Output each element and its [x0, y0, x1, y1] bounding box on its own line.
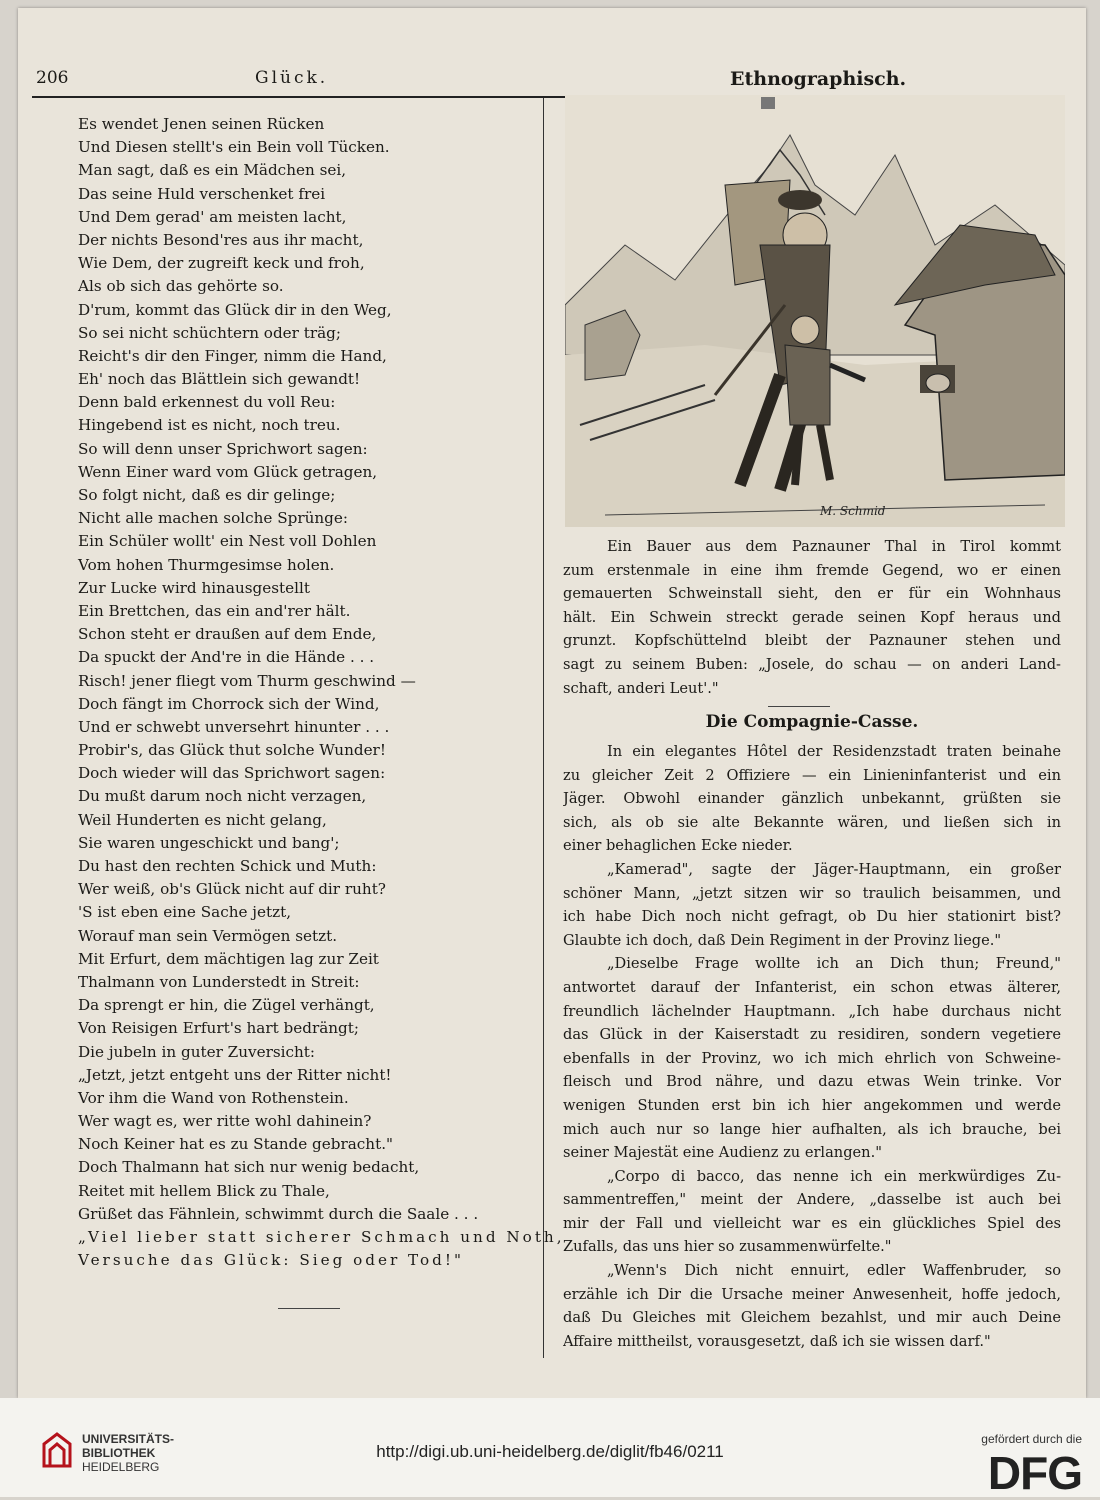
poem-end-rule [278, 1308, 340, 1309]
poem-line: Es wendet Jenen seinen Rücken [78, 115, 325, 133]
poem-line: Eh' noch das Blättlein sich gewandt! [78, 370, 361, 389]
poem-line: Mit Erfurt, dem mächtigen lag zur Zeit [78, 949, 379, 968]
poem-line: 'S ist eben eine Sache jetzt, [78, 903, 292, 922]
text-line: „Wenn's Dich nicht ennuirt, edler Waffenbruder, so [607, 1262, 1061, 1280]
right-section-title: Ethnographisch. [730, 68, 907, 90]
poem-glueck [78, 113, 565, 1272]
illustration-signature: M. Schmid [820, 504, 886, 518]
text-line: Ein Bauer aus dem Paznauner Thal in Tirol kommt [607, 538, 1061, 555]
poem-line: Risch! jener fliegt vom Thurm geschwind — [78, 671, 416, 690]
text-line: „Dieselbe Frage wollte ich an Dich thun; Freund," [607, 955, 1061, 973]
poem-line: Denn bald erkennest du voll Reu: [78, 393, 336, 412]
text-line: grunzt. Kopfschüttelnd bleibt der Paznauner stehen und [563, 632, 1061, 650]
poem-line: Als ob sich das gehörte so. [78, 277, 284, 296]
text-line: mir der Fall und vielleicht war es ein glückliches Spiel des [563, 1214, 1061, 1232]
sponsor-label: gefördert durch die [981, 1432, 1082, 1446]
poem-line: So will denn unser Sprichwort sagen: [78, 439, 368, 458]
text-line: „Corpo di bacco, das nenne ich ein merkwürdiges Zu- [607, 1167, 1061, 1185]
poem-line: Der nichts Besond'res aus ihr macht, [78, 230, 364, 249]
poem-line: Reitet mit hellem Blick zu Thale, [78, 1181, 330, 1200]
poem-line: Wenn Einer ward vom Glück getragen, [78, 462, 378, 481]
poem-line: Ein Schüler wollt' ein Nest voll Dohlen [78, 532, 377, 551]
text-line: ebenfalls in der Provinz, wo ich mich ehrlich von Schweine- [563, 1049, 1061, 1067]
poem-line: Vor ihm die Wand von Rothenstein. [78, 1088, 349, 1107]
text-line: freundlich lächelnder Hauptmann. „Ich habe durchaus nicht [563, 1002, 1061, 1020]
poem-line: Wer wagt es, wer ritte wohl dahinein? [78, 1112, 372, 1131]
text-line: seiner Majestät eine Audienz zu erlangen." [563, 1144, 882, 1162]
poem-line: Vom hohen Thurmgesimse holen. [78, 555, 335, 574]
poem-line: Sie waren ungeschickt und bang'; [78, 833, 340, 852]
text-line: Zufalls, das uns hier so zusammenwürfelte." [563, 1238, 892, 1256]
poem-line: Doch fängt im Chorrock sich der Wind, [78, 694, 380, 713]
poem-line: Du mußt darum noch nicht verzagen, [78, 787, 367, 806]
library-name: UNIVERSITÄTS- BIBLIOTHEK HEIDELBERG [82, 1432, 175, 1474]
text-line: daß Du Gleiches mit Gleichem bezahlst, und mir auch Deine [563, 1309, 1061, 1327]
poem-line: Versuche das Glück: Sieg oder Tod!" [78, 1251, 464, 1270]
poem-line: Reicht's dir den Finger, nimm die Hand, [78, 346, 387, 365]
column-divider [543, 98, 544, 1358]
poem-line: Worauf man sein Vermögen setzt. [78, 926, 338, 945]
text-line: sich, als ob sie alte Bekannte wären, und ließen sich in [563, 813, 1061, 831]
poem-line: „Jetzt, jetzt entgeht uns der Ritter nicht! [78, 1065, 392, 1084]
text-line: ich habe Dich noch nicht gefragt, ob Du hier stationirt bist? [563, 908, 1061, 926]
poem-line: Schon steht er draußen auf dem Ende, [78, 625, 377, 644]
text-line: zum erstenmale in eine ihm fremde Gegend, wo er einen [563, 561, 1061, 579]
poem-line: Wie Dem, der zugreift keck und froh, [78, 254, 365, 273]
story-compagnie-casse [563, 740, 1061, 1353]
text-line: Jäger. Obwohl einander gänzlich unbekannt, grüßten sie [563, 790, 1061, 808]
text-line: sagt zu seinem Buben: „Josele, do schau — on anderi Land- [563, 655, 1061, 673]
text-line: zu gleicher Zeit 2 Offiziere — ein Linieninfanterist und ein [563, 766, 1061, 784]
poem-line: Noch Keiner hat es zu Stande gebracht." [78, 1135, 394, 1154]
section-separator [768, 706, 830, 707]
poem-line: Die jubeln in guter Zuversicht: [78, 1042, 315, 1061]
poem-line: D'rum, kommt das Glück dir in den Weg, [78, 300, 392, 319]
text-line: In ein elegantes Hôtel der Residenzstadt traten beinahe [607, 743, 1061, 760]
poem-line: So folgt nicht, daß es dir gelinge; [78, 486, 336, 504]
poem-line: Das seine Huld verschenket frei [78, 184, 326, 203]
text-line: sammentreffen," meint der Andere, „dasselbe ist auch bei [563, 1191, 1061, 1209]
ethnographic-illustration [565, 95, 1065, 527]
poem-line: Ein Brettchen, das ein and'rer hält. [78, 601, 351, 620]
poem-line: Doch Thalmann hat sich nur wenig bedacht, [78, 1158, 420, 1177]
text-line: gemauerten Schweinstall sieht, den er für ein Wohnhaus [563, 585, 1061, 603]
text-line: Affaire mittheilst, vorausgesetzt, daß ich sie wissen darf." [563, 1332, 991, 1350]
poem-line: Von Reisigen Erfurt's hart bedrängt; [78, 1019, 359, 1038]
text-line: hält. Ein Schwein streckt gerade seinen Kopf heraus und [563, 608, 1061, 626]
permalink-url[interactable]: http://digi.ub.uni-heidelberg.de/diglit/fb46/0211 [376, 1442, 724, 1461]
dfg-logo: DFG [987, 1447, 1082, 1499]
text-line: das Glück in der Kaiserstadt zu residiren, sondern vegetiere [563, 1026, 1061, 1044]
poem-line: Hingebend ist es nicht, noch treu. [78, 416, 341, 435]
text-line: antwortet darauf der Infanterist, ein schon etwas älterer, [563, 978, 1061, 996]
poem-line: Thalmann von Lunderstedt in Streit: [78, 972, 360, 991]
poem-line: Und Diesen stellt's ein Bein voll Tücken. [78, 138, 390, 157]
poem-line: So sei nicht schüchtern oder träg; [78, 323, 342, 342]
poem-line: Und er schwebt unversehrt hinunter . . . [78, 717, 390, 736]
poem-line: „Viel lieber statt sicherer Schmach und Noth, [78, 1228, 565, 1246]
text-line: Glaubte ich doch, daß Dein Regiment in der Provinz liege." [563, 931, 1002, 949]
poem-line: Du hast den rechten Schick und Muth: [78, 857, 377, 875]
poem-line: Da sprengt er hin, die Zügel verhängt, [78, 996, 375, 1015]
ethnographic-anecdote [563, 535, 1061, 700]
poem-line: Wer weiß, ob's Glück nicht auf dir ruht? [78, 880, 386, 899]
section-heading: Die Compagnie-Casse. [705, 712, 919, 732]
digitization-footer [0, 1398, 1100, 1497]
poem-line: Und Dem gerad' am meisten lacht, [78, 207, 347, 226]
text-line: „Kamerad", sagte der Jäger-Hauptmann, ein großer [607, 860, 1061, 878]
text-line: schaft, anderi Leut'." [563, 679, 719, 697]
text-line: wenigen Stunden erst bin ich hier angekommen und werde [563, 1096, 1061, 1114]
poem-line: Weil Hunderten es nicht gelang, [78, 810, 327, 829]
poem-line: Grüßet das Fähnlein, schwimmt durch die Saale . . . [78, 1204, 479, 1223]
text-line: mich auch nur so lange hier aufhalten, als ich brauche, bei [563, 1120, 1061, 1138]
page-number: 206 [36, 68, 69, 88]
poem-line: Da spuckt der And're in die Hände . . . [78, 648, 375, 667]
poem-line: Zur Lucke wird hinausgestellt [78, 578, 310, 597]
poem-line: Probir's, das Glück thut solche Wunder! [78, 741, 386, 760]
poem-line: Doch wieder will das Sprichwort sagen: [78, 764, 386, 783]
left-running-title: Glück. [255, 68, 329, 88]
text-line: schöner Mann, „jetzt sitzen wir so traulich beisammen, und [563, 884, 1061, 902]
poem-line: Nicht alle machen solche Sprünge: [78, 509, 348, 528]
poem-line: Man sagt, daß es ein Mädchen sei, [78, 161, 347, 180]
text-line: fleisch und Brod nähre, und dazu etwas Wein trinke. Vor [563, 1073, 1061, 1091]
text-line: erzähle ich Dir die Ursache meiner Anwesenheit, hoffe jedoch, [563, 1285, 1061, 1303]
text-line: einer behaglichen Ecke nieder. [563, 837, 793, 855]
